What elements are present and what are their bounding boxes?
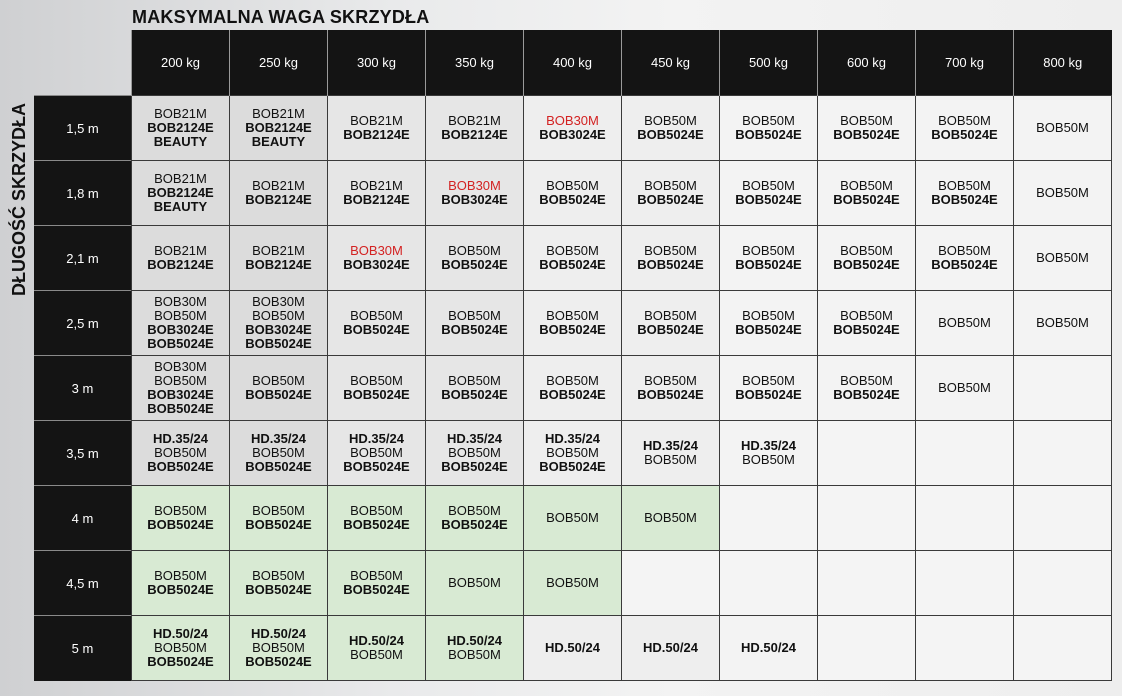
table-cell xyxy=(720,356,818,421)
model-label: BOB50M xyxy=(938,113,991,128)
model-label: BOB50M xyxy=(154,503,207,518)
model-label: BOB30M xyxy=(252,294,305,309)
model-label: BOB2124E xyxy=(441,127,508,142)
table-cell xyxy=(132,486,230,551)
model-label: BOB5024E xyxy=(539,192,606,207)
table-cell xyxy=(328,291,426,356)
table-cell xyxy=(426,291,524,356)
table-cell xyxy=(622,616,720,681)
model-label: BOB30M xyxy=(350,243,403,258)
model-label: BOB3024E xyxy=(147,387,214,402)
table-cell xyxy=(622,291,720,356)
table-cell xyxy=(1014,616,1112,681)
model-label: BOB5024E xyxy=(735,387,802,402)
table-cell xyxy=(426,226,524,291)
model-label: BOB50M xyxy=(252,308,305,323)
table-row xyxy=(34,356,1112,421)
table-cell xyxy=(132,161,230,226)
model-label: BOB5024E xyxy=(931,257,998,272)
weight-header: 250 kg xyxy=(230,30,328,96)
model-label: BOB50M xyxy=(546,575,599,590)
model-label: BOB50M xyxy=(350,373,403,388)
table-cell xyxy=(524,486,622,551)
table-cell xyxy=(818,226,916,291)
model-label: BOB50M xyxy=(938,315,991,330)
model-label: BOB5024E xyxy=(147,517,214,532)
table-cell xyxy=(524,551,622,616)
model-label: BOB5024E xyxy=(245,582,312,597)
model-label: BOB50M xyxy=(154,373,207,388)
model-label: BOB50M xyxy=(742,308,795,323)
model-label: BOB50M xyxy=(252,568,305,583)
table-cell xyxy=(916,356,1014,421)
model-label: BOB3024E xyxy=(441,192,508,207)
model-label: BOB50M xyxy=(350,445,403,460)
length-header: 2,5 m xyxy=(34,291,132,356)
table-cell xyxy=(426,551,524,616)
model-label: BOB5024E xyxy=(637,192,704,207)
model-label: BOB21M xyxy=(252,243,305,258)
model-label: BOB50M xyxy=(350,308,403,323)
table-cell xyxy=(720,291,818,356)
table-cell xyxy=(720,96,818,161)
table-cell xyxy=(132,226,230,291)
model-label: BOB5024E xyxy=(931,192,998,207)
table-cell xyxy=(1014,291,1112,356)
weight-header: 800 kg xyxy=(1014,30,1112,96)
model-label: BOB5024E xyxy=(441,459,508,474)
table-cell xyxy=(524,356,622,421)
model-label: BOB5024E xyxy=(147,336,214,351)
model-label: BOB50M xyxy=(154,445,207,460)
table-cell xyxy=(328,226,426,291)
model-label: BOB50M xyxy=(938,380,991,395)
model-label: HD.50/24 xyxy=(447,633,502,648)
model-label: BOB50M xyxy=(840,113,893,128)
side-title: DŁUGOŚĆ SKRZYDŁA xyxy=(8,102,29,296)
model-label: BOB50M xyxy=(546,243,599,258)
length-header: 1,8 m xyxy=(34,161,132,226)
model-label: BOB5024E xyxy=(245,654,312,669)
side-title-wrapper xyxy=(2,96,36,302)
model-label: BOB21M xyxy=(154,171,207,186)
model-label: BOB5024E xyxy=(147,582,214,597)
table-cell xyxy=(720,161,818,226)
table-cell xyxy=(916,551,1014,616)
model-label: HD.35/24 xyxy=(545,431,600,446)
table-cell xyxy=(622,226,720,291)
weight-header: 500 kg xyxy=(720,30,818,96)
model-label: BOB50M xyxy=(644,510,697,525)
table-cell xyxy=(426,421,524,486)
table-cell xyxy=(720,551,818,616)
table-cell xyxy=(524,96,622,161)
model-label: BOB50M xyxy=(840,308,893,323)
model-label: BOB50M xyxy=(1036,120,1089,135)
table-cell xyxy=(1014,486,1112,551)
model-label: BOB5024E xyxy=(343,387,410,402)
model-label: BOB5024E xyxy=(539,257,606,272)
table-cell xyxy=(818,421,916,486)
table-cell xyxy=(132,356,230,421)
model-label: BOB5024E xyxy=(735,322,802,337)
model-label: BOB50M xyxy=(350,568,403,583)
model-label: BOB30M xyxy=(448,178,501,193)
model-label: BEAUTY xyxy=(251,134,306,149)
model-label: BOB21M xyxy=(154,106,207,121)
table-cell xyxy=(524,291,622,356)
model-label: BOB21M xyxy=(252,106,305,121)
table-cell xyxy=(916,161,1014,226)
table-cell xyxy=(426,616,524,681)
model-label: BOB2124E xyxy=(147,257,214,272)
model-label: BOB5024E xyxy=(539,387,606,402)
model-label: BOB50M xyxy=(252,503,305,518)
model-label: BOB5024E xyxy=(735,192,802,207)
length-header: 3 m xyxy=(34,356,132,421)
weight-header: 450 kg xyxy=(622,30,720,96)
model-label: BOB50M xyxy=(644,178,697,193)
table-cell xyxy=(916,616,1014,681)
table-cell xyxy=(622,421,720,486)
table-cell xyxy=(132,616,230,681)
table-cell xyxy=(230,551,328,616)
model-label: BOB50M xyxy=(742,243,795,258)
model-label: BOB50M xyxy=(154,308,207,323)
model-label: BOB50M xyxy=(350,647,403,662)
table-cell xyxy=(524,421,622,486)
model-label: BOB50M xyxy=(742,113,795,128)
model-label: BOB50M xyxy=(742,452,795,467)
weight-header: 350 kg xyxy=(426,30,524,96)
table-cell xyxy=(328,421,426,486)
model-label: BOB5024E xyxy=(833,387,900,402)
model-label: BOB5024E xyxy=(441,387,508,402)
table-cell xyxy=(328,486,426,551)
model-label: BOB3024E xyxy=(343,257,410,272)
model-label: BOB50M xyxy=(644,308,697,323)
table-cell xyxy=(426,356,524,421)
model-label: BOB5024E xyxy=(833,322,900,337)
table-cell xyxy=(230,421,328,486)
length-header: 4 m xyxy=(34,486,132,551)
model-label: HD.35/24 xyxy=(153,431,208,446)
table-cell xyxy=(132,291,230,356)
model-label: HD.50/24 xyxy=(545,640,600,655)
model-label: BOB50M xyxy=(546,510,599,525)
model-label: BOB50M xyxy=(938,243,991,258)
table-cell xyxy=(1014,551,1112,616)
table-cell xyxy=(818,356,916,421)
model-label: BOB50M xyxy=(252,640,305,655)
model-label: BOB5024E xyxy=(735,257,802,272)
model-label: BOB50M xyxy=(1036,250,1089,265)
table-cell xyxy=(230,226,328,291)
model-label: BOB2124E xyxy=(147,185,214,200)
model-label: BOB21M xyxy=(350,113,403,128)
table-cell xyxy=(818,486,916,551)
model-label: HD.50/24 xyxy=(153,626,208,641)
model-label: BOB50M xyxy=(448,243,501,258)
model-label: BOB50M xyxy=(938,178,991,193)
table-row xyxy=(34,226,1112,291)
model-label: BOB21M xyxy=(350,178,403,193)
weight-header: 200 kg xyxy=(132,30,230,96)
model-label: BOB5024E xyxy=(833,257,900,272)
table-cell xyxy=(818,551,916,616)
table-cell xyxy=(720,616,818,681)
table-cell xyxy=(328,356,426,421)
model-label: BOB2124E xyxy=(343,192,410,207)
model-label: BOB50M xyxy=(448,373,501,388)
table-cell xyxy=(720,421,818,486)
table-cell xyxy=(1014,96,1112,161)
table-row xyxy=(34,486,1112,551)
model-label: BOB5024E xyxy=(343,582,410,597)
length-header: 3,5 m xyxy=(34,421,132,486)
table-row xyxy=(34,96,1112,161)
model-label: BOB3024E xyxy=(147,322,214,337)
model-label: BOB5024E xyxy=(147,459,214,474)
model-label: BOB50M xyxy=(546,178,599,193)
model-label: BOB50M xyxy=(448,575,501,590)
model-label: BOB50M xyxy=(448,445,501,460)
model-label: BOB5024E xyxy=(637,127,704,142)
table-cell xyxy=(524,161,622,226)
weight-header: 700 kg xyxy=(916,30,1014,96)
model-label: HD.50/24 xyxy=(643,640,698,655)
model-label: BOB21M xyxy=(252,178,305,193)
model-label: BEAUTY xyxy=(153,134,208,149)
model-label: HD.50/24 xyxy=(349,633,404,648)
model-label: BOB5024E xyxy=(245,459,312,474)
model-label: BOB50M xyxy=(644,113,697,128)
model-label: HD.50/24 xyxy=(251,626,306,641)
model-label: BOB50M xyxy=(154,568,207,583)
table-cell xyxy=(426,96,524,161)
model-label: BOB5024E xyxy=(441,322,508,337)
corner-cell xyxy=(34,30,132,96)
model-label: BOB5024E xyxy=(637,257,704,272)
table-cell xyxy=(916,226,1014,291)
table-cell xyxy=(426,161,524,226)
model-label: BOB30M xyxy=(154,359,207,374)
model-label: BOB50M xyxy=(840,243,893,258)
table-cell xyxy=(622,96,720,161)
table-cell xyxy=(720,486,818,551)
model-label: BOB5024E xyxy=(343,517,410,532)
table-cell xyxy=(524,616,622,681)
model-label: BOB50M xyxy=(252,445,305,460)
header-row xyxy=(34,30,1112,96)
model-label: BOB5024E xyxy=(343,459,410,474)
model-label: HD.50/24 xyxy=(741,640,796,655)
table-cell xyxy=(916,421,1014,486)
weight-header: 600 kg xyxy=(818,30,916,96)
model-label: HD.35/24 xyxy=(349,431,404,446)
table-cell xyxy=(328,161,426,226)
table-row xyxy=(34,161,1112,226)
table-cell xyxy=(622,161,720,226)
model-label: BOB50M xyxy=(252,373,305,388)
model-label: BOB5024E xyxy=(931,127,998,142)
table-cell xyxy=(132,551,230,616)
table-cell xyxy=(1014,356,1112,421)
table-cell xyxy=(230,161,328,226)
model-label: BOB5024E xyxy=(245,387,312,402)
table-cell xyxy=(720,226,818,291)
compatibility-table xyxy=(34,30,1112,681)
model-label: BOB5024E xyxy=(735,127,802,142)
table-cell xyxy=(818,616,916,681)
table-cell xyxy=(1014,161,1112,226)
length-header: 1,5 m xyxy=(34,96,132,161)
table-cell xyxy=(916,291,1014,356)
table-body xyxy=(34,96,1112,681)
table-cell xyxy=(230,96,328,161)
table-cell xyxy=(328,96,426,161)
model-label: BOB5024E xyxy=(539,322,606,337)
model-label: BOB50M xyxy=(154,640,207,655)
model-label: BOB5024E xyxy=(245,517,312,532)
table-cell xyxy=(818,161,916,226)
model-label: BOB50M xyxy=(1036,315,1089,330)
table-cell xyxy=(1014,421,1112,486)
table-cell xyxy=(230,616,328,681)
weight-header: 400 kg xyxy=(524,30,622,96)
model-label: BOB5024E xyxy=(637,322,704,337)
model-label: BOB50M xyxy=(840,178,893,193)
table-row xyxy=(34,551,1112,616)
model-label: BOB2124E xyxy=(147,120,214,135)
table-row xyxy=(34,291,1112,356)
model-label: BOB2124E xyxy=(245,192,312,207)
model-label: BOB5024E xyxy=(637,387,704,402)
table-cell xyxy=(230,291,328,356)
table-cell xyxy=(230,356,328,421)
table-cell xyxy=(328,616,426,681)
model-label: BOB3024E xyxy=(539,127,606,142)
model-label: BOB50M xyxy=(742,178,795,193)
table-cell xyxy=(916,96,1014,161)
model-label: BOB21M xyxy=(154,243,207,258)
model-label: BOB5024E xyxy=(441,517,508,532)
model-label: BOB50M xyxy=(448,647,501,662)
model-label: BOB50M xyxy=(546,373,599,388)
model-label: BOB5024E xyxy=(441,257,508,272)
model-label: HD.35/24 xyxy=(447,431,502,446)
model-label: BOB2124E xyxy=(343,127,410,142)
model-label: BOB50M xyxy=(350,503,403,518)
model-label: BOB2124E xyxy=(245,120,312,135)
model-label: HD.35/24 xyxy=(251,431,306,446)
table-cell xyxy=(132,421,230,486)
model-label: BOB50M xyxy=(448,503,501,518)
table-cell xyxy=(818,96,916,161)
table-cell xyxy=(426,486,524,551)
model-label: BOB3024E xyxy=(245,322,312,337)
model-label: BOB5024E xyxy=(833,192,900,207)
length-header: 5 m xyxy=(34,616,132,681)
weight-header: 300 kg xyxy=(328,30,426,96)
model-label: BOB5024E xyxy=(147,401,214,416)
table-cell xyxy=(524,226,622,291)
model-label: BOB2124E xyxy=(245,257,312,272)
model-label: BOB50M xyxy=(546,445,599,460)
table-cell xyxy=(230,486,328,551)
model-label: BOB5024E xyxy=(245,336,312,351)
model-label: HD.35/24 xyxy=(643,438,698,453)
model-label: BOB50M xyxy=(644,452,697,467)
length-header: 4,5 m xyxy=(34,551,132,616)
model-label: BOB5024E xyxy=(833,127,900,142)
model-label: BOB30M xyxy=(546,113,599,128)
table-cell xyxy=(622,551,720,616)
model-label: BOB50M xyxy=(644,243,697,258)
table-row xyxy=(34,616,1112,681)
model-label: BOB50M xyxy=(644,373,697,388)
model-label: BOB50M xyxy=(1036,185,1089,200)
model-label: BOB50M xyxy=(448,308,501,323)
model-label: HD.35/24 xyxy=(741,438,796,453)
table-cell xyxy=(1014,226,1112,291)
table-cell xyxy=(622,356,720,421)
model-label: BOB50M xyxy=(546,308,599,323)
table-cell xyxy=(818,291,916,356)
model-label: BOB50M xyxy=(840,373,893,388)
table-cell xyxy=(916,486,1014,551)
model-label: BOB5024E xyxy=(343,322,410,337)
model-label: BOB50M xyxy=(742,373,795,388)
table-title: MAKSYMALNA WAGA SKRZYDŁA xyxy=(132,7,430,27)
table-cell xyxy=(328,551,426,616)
model-label: BOB30M xyxy=(154,294,207,309)
length-header: 2,1 m xyxy=(34,226,132,291)
table-cell xyxy=(132,96,230,161)
table-row xyxy=(34,421,1112,486)
model-label: BEAUTY xyxy=(153,199,208,214)
model-label: BOB5024E xyxy=(147,654,214,669)
model-label: BOB5024E xyxy=(539,459,606,474)
model-label: BOB21M xyxy=(448,113,501,128)
table-cell xyxy=(622,486,720,551)
